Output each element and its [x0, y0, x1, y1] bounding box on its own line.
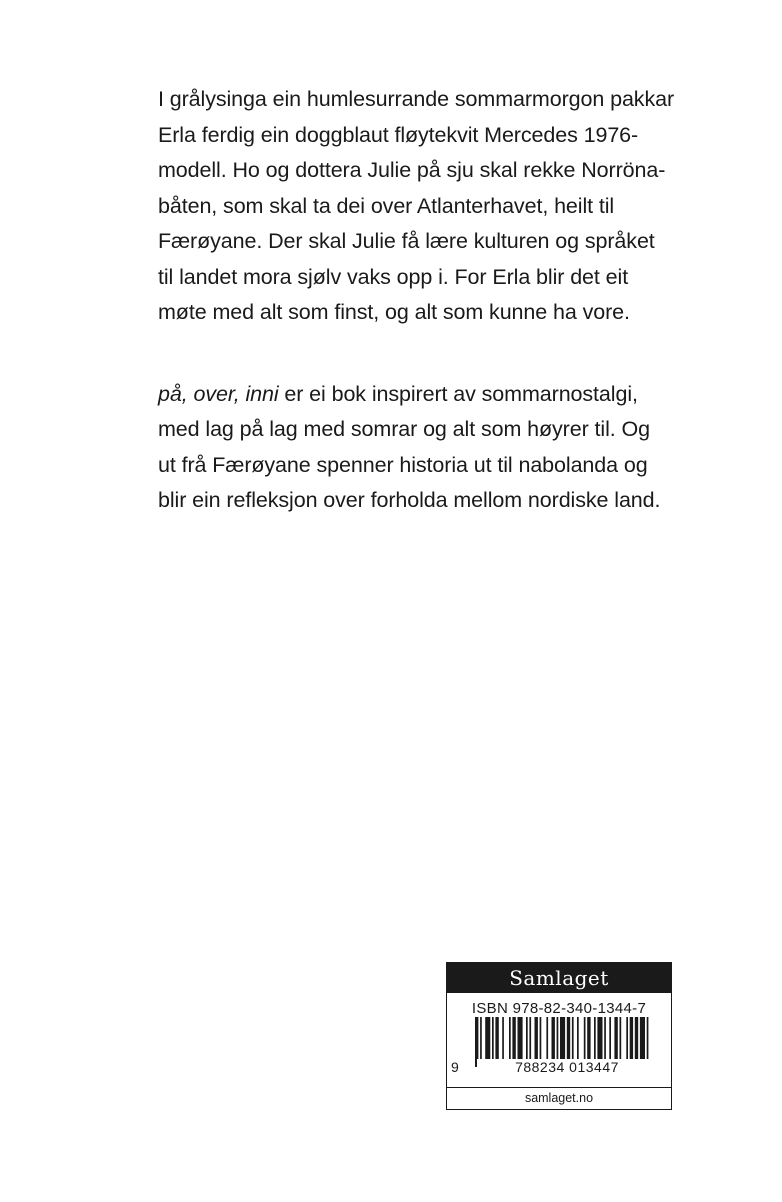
back-cover-blurb	[158, 82, 675, 519]
blurb-line: møte med alt som finst, og alt som kunne ha vore.	[158, 300, 630, 324]
blurb-line	[158, 377, 658, 413]
blurb-line: Færøyane. Der skal Julie få lære kulturen og språket	[158, 229, 655, 253]
blurb-line-rest: er ei bok inspirert av sommarnostalgi,	[278, 381, 638, 406]
barcode-digit-first: 9	[451, 1059, 460, 1075]
publisher-logo: Samlaget	[447, 963, 671, 993]
isbn-number: ISBN 978-82-340-1344-7	[471, 1000, 647, 1017]
blurb-line: ut frå Færøyane spenner historia ut til nabolanda og	[158, 452, 648, 477]
blurb-line: modell. Ho og dottera Julie på sju skal rekke Norröna-	[158, 158, 666, 182]
blurb-paragraph-1	[158, 82, 675, 331]
book-title-italic: på, over, inni	[158, 381, 279, 406]
blurb-line: med lag på lag med somrar og alt som høyrer til. Og	[158, 417, 650, 441]
isbn-barcode-box	[446, 962, 672, 1110]
blurb-line: båten, som skal ta dei over Atlanterhavet, heilt til	[158, 193, 615, 218]
blurb-line: blir ein refleksjon over forholda mellom nordiske land.	[158, 488, 661, 512]
blurb-line: til landet mora sjølv vaks opp i. For Erla blir det eit	[158, 264, 629, 289]
publisher-website: samlaget.no	[447, 1087, 671, 1105]
barcode-digits-rest: 788234 013447	[477, 1059, 657, 1075]
blurb-line: Erla ferdig ein doggblaut fløytekvit Mercedes 1976-	[158, 122, 639, 147]
blurb-line: I grålysinga ein humlesurrande sommarmorgon pakkar	[158, 87, 675, 111]
blurb-paragraph-2	[158, 377, 661, 519]
